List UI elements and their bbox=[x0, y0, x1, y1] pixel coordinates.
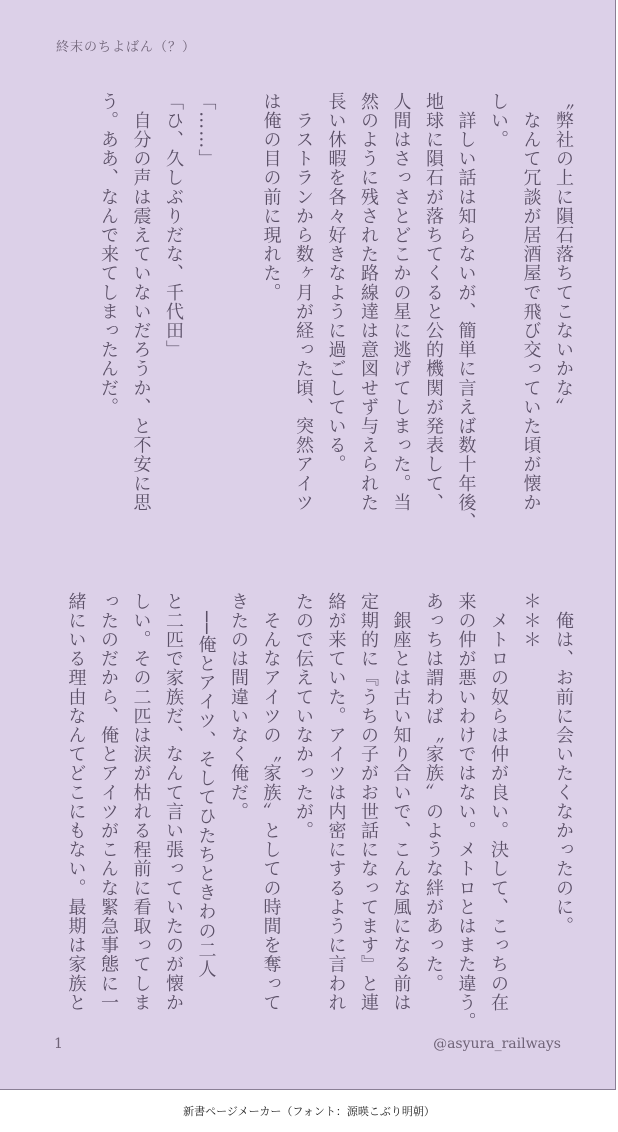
text-line: 定期的に『うちの子がお世話になってます』と連 bbox=[358, 592, 379, 1013]
text-line: ──俺とアイツ、そしてひたちときわの二人 bbox=[195, 592, 217, 979]
text-line: う。ああ、なんで来てしまったんだ。 bbox=[98, 92, 119, 417]
blank-line bbox=[222, 92, 255, 522]
text-line: なんて冗談が居酒屋で飛び交っていた頃が懐か bbox=[520, 92, 542, 513]
text-line: メトロの奴らは仲が良い。決して、こっちの在 bbox=[488, 592, 509, 1013]
text-line: 地球に隕石が落ちてくると公的機関が発表して、 bbox=[423, 92, 444, 513]
text-line: 長い休暇を各々好きなように過ごしている。 bbox=[325, 92, 347, 474]
text-line: 銀座とは古い知り合いで、こんな風になる前は bbox=[390, 592, 412, 1013]
text-line: 俺は、お前に会いたくなかったのに。 bbox=[553, 592, 574, 936]
vertical-text-top bbox=[92, 92, 580, 532]
page-header-title: 終末のちよばん（？） bbox=[56, 40, 197, 55]
section-break: ＊＊＊ bbox=[520, 592, 542, 650]
text-line: 絡が来ていた。アイツは内密にするように言われ bbox=[325, 592, 347, 1013]
text-line: そんなアイツの〝家族〟としての時間を奪って bbox=[260, 592, 282, 1013]
text-line: 〝弊社の上に隕石落ちてこないかな〟 bbox=[553, 92, 574, 417]
text-line: しい。 bbox=[488, 92, 509, 150]
text-line: ったのだから、俺とアイツがこんな緊急事態に一 bbox=[98, 592, 119, 1013]
text-line: ラストランから数ヶ月が経った頃、突然アイツ bbox=[293, 92, 314, 513]
generator-caption: 新書ページメーカー（フォント：源暎こぶり明朝） bbox=[183, 1105, 435, 1118]
vertical-text-bottom bbox=[59, 592, 579, 1032]
text-line: 緒にいる理由なんてどこにもない。最期は家族と bbox=[65, 592, 87, 1013]
text-line: しい。その二匹は涙が枯れる程前に看取ってしま bbox=[130, 592, 152, 1013]
text-line: 来の仲が悪いわけではない。メトロとはまた違う。 bbox=[455, 592, 477, 1032]
text-line: 詳しい話は知らないが、簡単に言えば数十年後、 bbox=[455, 92, 477, 532]
text-line: 自分の声は震えていないだろうか、と不安に思 bbox=[130, 92, 152, 513]
text-line: 然のように残された路線達は意図せず与えられた bbox=[358, 92, 379, 513]
author-handle: @asyura_railways bbox=[433, 1036, 561, 1052]
text-line: 「ひ、久しぶりだな、千代田」 bbox=[163, 92, 184, 360]
text-line: あっちは謂わば〝家族〟のような絆があった。 bbox=[423, 592, 444, 994]
text-line: たので伝えていなかったが。 bbox=[293, 592, 314, 841]
text-line: と二匹で家族だ、なんて言い張っていたのが懐か bbox=[163, 592, 184, 1013]
text-line: 「……」 bbox=[195, 92, 217, 169]
text-line: は俺の目の前に現れた。 bbox=[260, 92, 282, 303]
page-number: 1 bbox=[54, 1036, 63, 1052]
text-line: 人間はさっさとどこかの星に逃げてしまった。当 bbox=[390, 92, 412, 513]
text-line: きたのは間違いなく俺だ。 bbox=[228, 592, 249, 822]
